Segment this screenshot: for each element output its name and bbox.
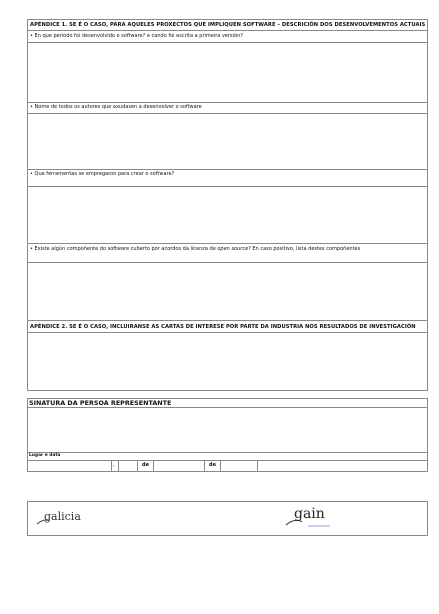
cell-divider (257, 460, 258, 472)
appendix1-title: APÉNDICE 1. SE É O CASO, PARA AQUELES PROXECTOS QUE IMPLIQUEN SOFTWARE – DESCRICIÓN DOS DESENVOLVEMENTOS ACTUAIS (30, 22, 426, 28)
cell-divider (111, 460, 112, 472)
question-4-text-c: ? En caso positivo, lista destes compoñentes (248, 246, 361, 252)
cell-divider (137, 460, 138, 472)
signature-field[interactable] (28, 408, 427, 452)
comma-separator: , (113, 462, 115, 468)
gain-logo (280, 505, 350, 531)
answer-4-field[interactable] (28, 263, 427, 320)
question-4-text-a: • Existe algún compoñente do software cuberto por acordos da licenza de (30, 246, 218, 252)
appendix2-field[interactable] (28, 333, 427, 390)
signature-title: SINATURA DA PERSOA REPRESENTANTE (29, 399, 172, 407)
place-date-label: Lugar e data (29, 453, 61, 458)
year-input[interactable] (221, 461, 256, 471)
xunta-galicia-logo (34, 507, 94, 529)
divider (27, 30, 428, 31)
divider (27, 320, 428, 321)
question-4 (30, 246, 360, 252)
divider (27, 169, 428, 170)
question-2: • Nome de todos os autores que axudasen a desenvolver o software (30, 104, 202, 110)
divider (27, 102, 428, 103)
divider (27, 452, 428, 453)
divider (27, 243, 428, 244)
question-3: • Que ferramentas se empregaron para crear o software? (30, 171, 175, 177)
month-input[interactable] (154, 461, 203, 471)
answer-1-field[interactable] (28, 43, 427, 102)
question-4-open-source: open source (217, 246, 249, 252)
place-input[interactable] (28, 461, 111, 471)
question-1: • En que período foi desenvolvido o software? e cando foi escrita a primeira versión? (30, 33, 243, 39)
answer-3-field[interactable] (28, 187, 427, 243)
answer-2-field[interactable] (28, 114, 427, 169)
day-input[interactable] (119, 461, 136, 471)
appendix2-title: APÉNDICE 2. SE É O CASO, INCLUIRANSE AS CARTAS DE INTERESE POR PARTE DA INDUSTRIA NOS RESULTADOS DE INVESTIGACIÓN (30, 324, 416, 330)
de-label-1: de (142, 462, 149, 468)
cell-divider (204, 460, 205, 472)
de-label-2: de (209, 462, 216, 468)
galicia-logo-text: galicia (44, 510, 81, 523)
gain-logo-text: gain (294, 506, 325, 522)
